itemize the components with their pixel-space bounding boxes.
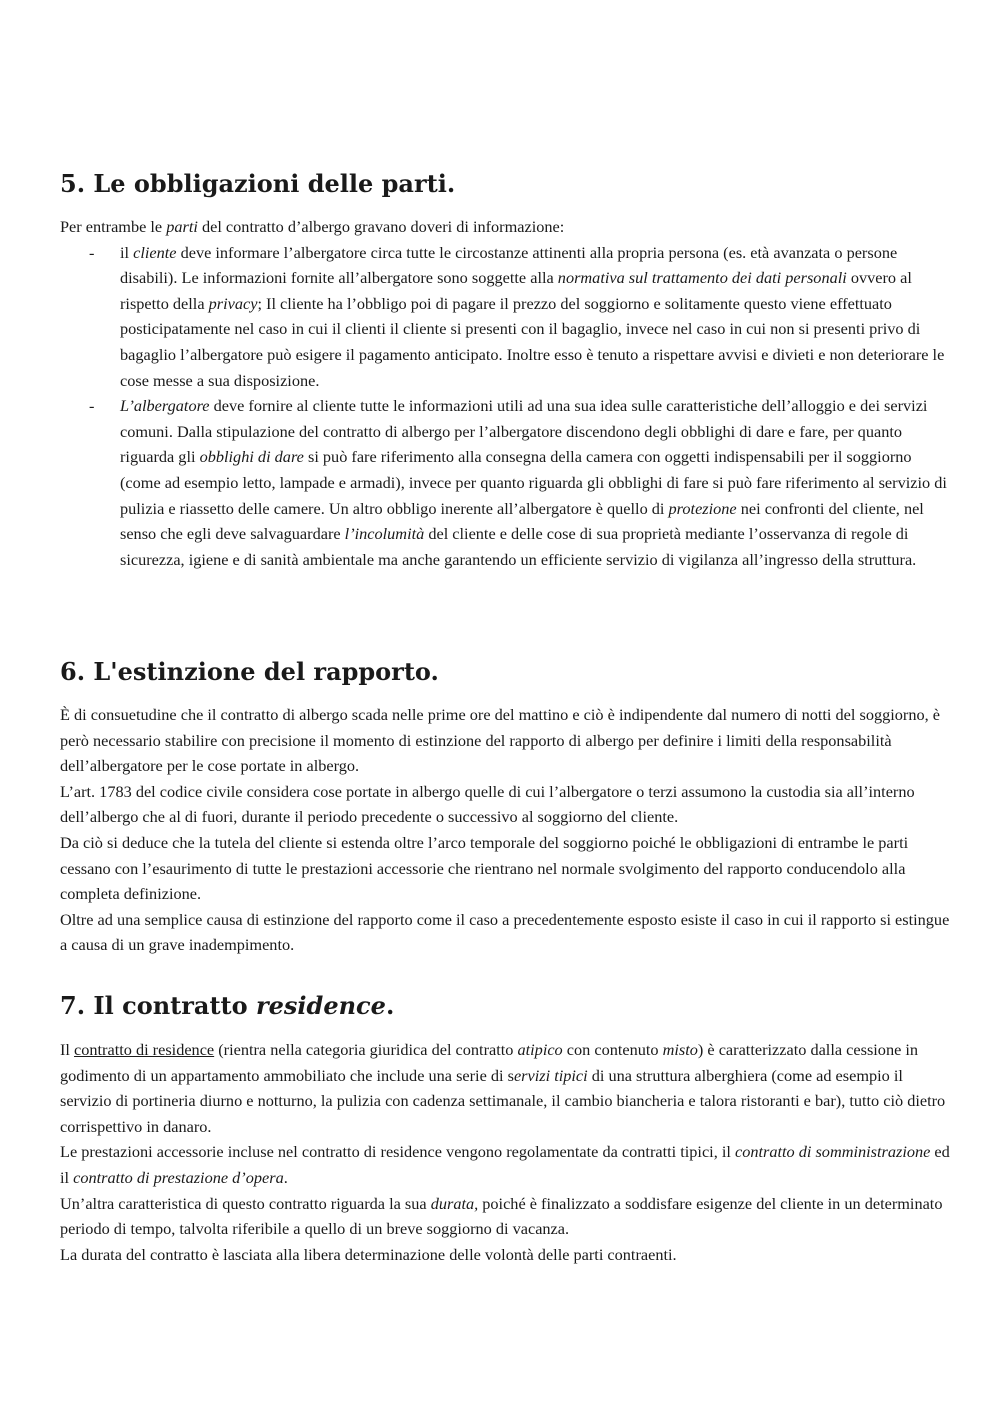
italic-text: durata, [430,1193,479,1213]
list-item-text [120,243,944,390]
list-item-albergatore [60,393,950,572]
text-run: si può fare riferimento alla consegna della camera con oggetti indispensabili per il soggiorno (come ad esempio letto, lampade e armadi), invece per quanto riguarda gli obblighi di fare si può fare riferimento al servizio di pulizia e riassetto delle camere. Un altro obbligo inerente all’albergatore è quello di [120,447,947,518]
italic-text: ervizi tipici [513,1065,588,1085]
text-run: . [283,1167,288,1187]
text-run: ; Il cliente ha l’obbligo poi di pagare il prezzo del soggiorno e solitamente questo viene effettuato posticipatamente nel caso in cui il clienti il cliente si presenti con il bagaglio, invece nel caso in cui non si presenti privo di bagaglio l’albergatore può esigere il pagamento anticipato. Inoltre esso è tenuto a rispettare avvisi e divieti e non deteriorare le cose messe a sua disposizione. [120,293,945,390]
section-5-body [60,214,950,572]
section-6-body [60,702,950,958]
section-6-heading: 6. L'estinzione del rapporto. [60,657,439,686]
text-run: (rientra nella categoria giuridica del contratto [214,1040,518,1059]
italic-text: obblighi di dare [199,447,304,467]
text-run: Un’altra caratteristica di questo contratto riguarda la sua [60,1193,431,1213]
italic-text: parti [166,217,198,236]
text-run: del contratto d’albergo gravano doveri di informazione: [197,217,565,236]
list-item-cliente [60,240,950,394]
section-5-intro [60,214,950,240]
text-run: il [120,242,134,262]
text-run: con contenuto [562,1040,663,1059]
italic-text: cliente [133,242,177,262]
paragraph [60,830,950,907]
text-run: deve informare l’albergatore circa tutte le circostanze attinenti alla propria persona (es. età avanzata o persone disabili). Le informazioni fornite all’albergatore sono soggette alla [120,242,898,288]
italic-text: privacy [208,293,258,313]
paragraph [60,907,950,958]
section-7-body [60,1037,950,1267]
italic-text: misto [662,1040,698,1059]
paragraph [60,702,950,779]
text-run: Il [60,1040,75,1059]
italic-text: contratto di prestazione d’opera [73,1167,284,1187]
text-run: del cliente e delle cose di sua proprietà mediante l’osservanza di regole di sicurezza, igiene e di sanità ambientale ma anche garantendo un efficiente servizio di vigilanza all’ingresso della struttura. [120,524,917,569]
text-run: Per entrambe le [60,217,167,236]
text-run: L’art. 1783 del codice civile considera cose portate in albergo quelle di cui l’albergatore o terzi assumono la custodia sia all’interno dell’albergo che al di fuori, durante il periodo precedente o successivo al soggiorno del cliente. [60,781,915,827]
text-run: di una struttura alberghiera (come ad esempio il servizio di portineria diurno e notturno, la pulizia con cadenza settimanale, il cambio biancheria e talora ristoranti e bar), tutto ciò dietro corrispettivo in danaro. [60,1065,946,1136]
paragraph [60,1139,950,1190]
text-run: Oltre ad una semplice causa di estinzione del rapporto come il caso a precedentemente esposto esiste il caso in cui il rapporto si estingue a causa di un grave inadempimento. [60,909,950,955]
text-run: ) è caratterizzato dalla cessione in godimento di un appartamento ammobiliato che include una serie di s [60,1040,919,1085]
italic-text: l’incolumità [344,524,425,544]
italic-text: atipico [517,1040,563,1059]
paragraph [60,1191,950,1242]
italic-text: protezione [668,498,737,518]
section-5-heading: 5. Le obbligazioni delle parti. [60,169,456,198]
list-item-text [120,396,947,569]
section-5-list [60,240,950,573]
paragraph [60,1242,950,1268]
text-run: È di consuetudine che il contratto di albergo scada nelle prime ore del mattino e ciò è indipendente dal numero di notti del soggiorno, è però necessario stabilire con precisione il momento di estinzione del rapporto di albergo per definire i limiti della responsabilità dell’albergatore per le cose portate in albergo. [60,705,940,776]
list-bullet: - [89,396,95,416]
paragraph [60,779,950,830]
underlined-text: contratto di residence [74,1040,215,1059]
text-run: La durata del contratto è lasciata alla libera determinazione delle volontà delle parti contraenti. [60,1244,677,1264]
text-run: Da ciò si deduce che la tutela del cliente si estenda oltre l’arco temporale del soggiorno poiché le obbligazioni di entrambe le parti cessano con l’esaurimento di tutte le prestazioni accessorie che rientrano nel normale svolgimento del rapporto conducendolo alla completa definizione. [60,832,909,904]
text-run: poiché è finalizzato a soddisfare esigenze del cliente in un determinato periodo di tempo, talvolta riferibile a quello di un breve soggiorno di vacanza. [60,1193,943,1239]
list-bullet: - [89,242,95,262]
section-7-heading: 7. Il contratto residence. [60,991,395,1020]
italic-text: contratto di somministrazione [734,1142,931,1162]
text-run: deve fornire al cliente tutte le informazioni utili ad una sua idea sulle caratteristiche dell’alloggio e dei servizi comuni. Dalla stipulazione del contratto di albergo per l’albergatore discendono degli obblighi di dare e fare, per quanto riguarda gli [120,396,928,467]
italic-text: L’albergatore [120,396,210,416]
text-run: Le prestazioni accessorie incluse nel contratto di residence vengono regolamentate da contratti tipici, il [60,1142,735,1162]
text-run: nei confronti del cliente, nel senso che egli deve salvaguardare [120,498,924,544]
paragraph [60,1037,950,1139]
text-run: ed il [60,1142,950,1187]
italic-text: normativa sul trattamento dei dati personali [557,268,847,288]
text-run: ovvero al rispetto della [120,268,912,313]
